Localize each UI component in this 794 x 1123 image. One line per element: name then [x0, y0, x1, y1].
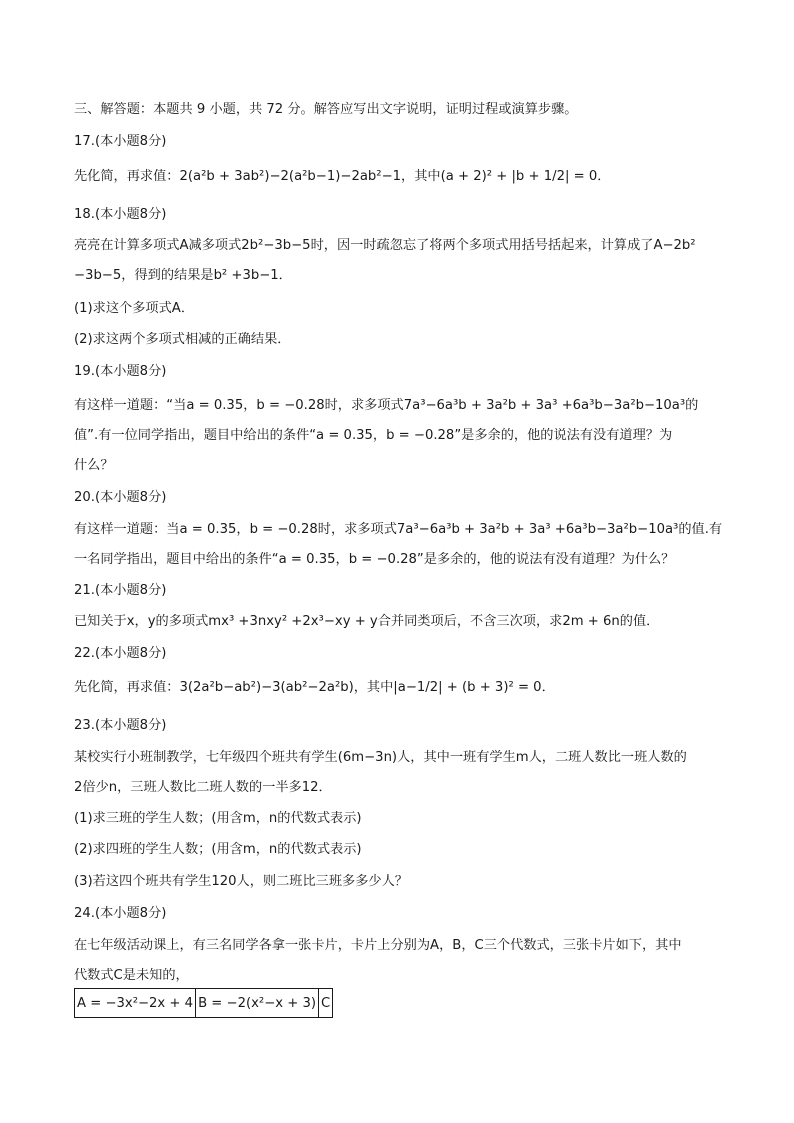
problem-23-line-5: (3)若这四个班共有学生120人，则二班比三班多多少人？ [74, 874, 408, 889]
problem-22-line-1: 先化简，再求值：3(2a²b−ab²)−3(ab²−2a²b)，其中|a−1/2| + (b + 3)² = 0． [74, 680, 555, 695]
card-b: B = −2(x²−x + 3) [196, 989, 319, 1018]
problem-19-number: 19.(本小题8分) [74, 364, 167, 379]
problem-23-line-3: (1)求三班的学生人数；(用含m，n的代数式表示) [74, 811, 362, 826]
problem-21-line-1: 已知关于x，y的多项式mx³ +3nxy² +2x³−xy + y合并同类项后，不含三次项，求2m + 6n的值． [74, 614, 660, 629]
problem-23-line-1: 某校实行小班制教学，七年级四个班共有学生(6m−3n)人，其中一班有学生m人，二班人数比一班人数的 [74, 750, 687, 765]
problem-24-line-1: 在七年级活动课上，有三名同学各拿一张卡片，卡片上分别为A，B，C三个代数式，三张卡片如下，其中 [74, 938, 682, 953]
problem-20-number: 20.(本小题8分) [74, 490, 167, 505]
problem-19-line-1: 有这样一道题：“当a = 0.35，b = −0.28时，求多项式7a³−6a³b + 3a²b + 3a³ +6a³b−3a²b−10a³的 [74, 398, 699, 413]
problem-17-number: 17.(本小题8分) [74, 134, 167, 149]
cards-table [74, 988, 333, 1018]
problem-20-line-2: 一名同学指出，题目中给出的条件“a = 0.35，b = −0.28”是多余的，他的说法有没有道理？为什么？ [74, 552, 675, 567]
cards-row [75, 989, 333, 1018]
problem-23-line-2: 2倍少n，三班人数比二班人数的一半多12． [74, 780, 332, 795]
problem-23-number: 23.(本小题8分) [74, 718, 167, 733]
problem-18-line-2: −3b−5，得到的结果是b² +3b−1． [74, 268, 292, 283]
problem-18-line-3: (1)求这个多项式A． [74, 301, 195, 316]
problem-21-number: 21.(本小题8分) [74, 583, 167, 598]
card-a: A = −3x²−2x + 4 [75, 989, 196, 1018]
problem-18-line-4: (2)求这两个多项式相减的正确结果． [74, 332, 291, 347]
problem-20-line-1: 有这样一道题：当a = 0.35，b = −0.28时，求多项式7a³−6a³b + 3a²b + 3a³ +6a³b−3a²b−10a³的值.有 [74, 522, 723, 537]
section-title: 三、解答题：本题共 9 小题，共 72 分。解答应写出文字说明，证明过程或演算步骤。 [74, 102, 578, 117]
problem-19-line-3: 什么？ [74, 458, 114, 473]
problem-22-number: 22.(本小题8分) [74, 646, 167, 661]
problem-24-line-2: 代数式C是未知的， [74, 968, 189, 983]
problem-24-number: 24.(本小题8分) [74, 906, 167, 921]
problem-18-number: 18.(本小题8分) [74, 207, 167, 222]
problem-23-line-4: (2)求四班的学生人数；(用含m，n的代数式表示) [74, 842, 362, 857]
problem-18-line-1: 亮亮在计算多项式A减多项式2b²−3b−5时，因一时疏忽忘了将两个多项式用括号括起来，计算成了A−2b² [74, 238, 696, 253]
problem-17-line-1: 先化简，再求值：2(a²b + 3ab²)−2(a²b−1)−2ab²−1，其中(a + 2)² + |b + 1/2| = 0． [74, 169, 611, 184]
problem-19-line-2: 值”.有一位同学指出，题目中给出的条件“a = 0.35，b = −0.28”是多余的，他的说法有没有道理？为 [74, 428, 673, 443]
card-c: C [319, 989, 333, 1018]
